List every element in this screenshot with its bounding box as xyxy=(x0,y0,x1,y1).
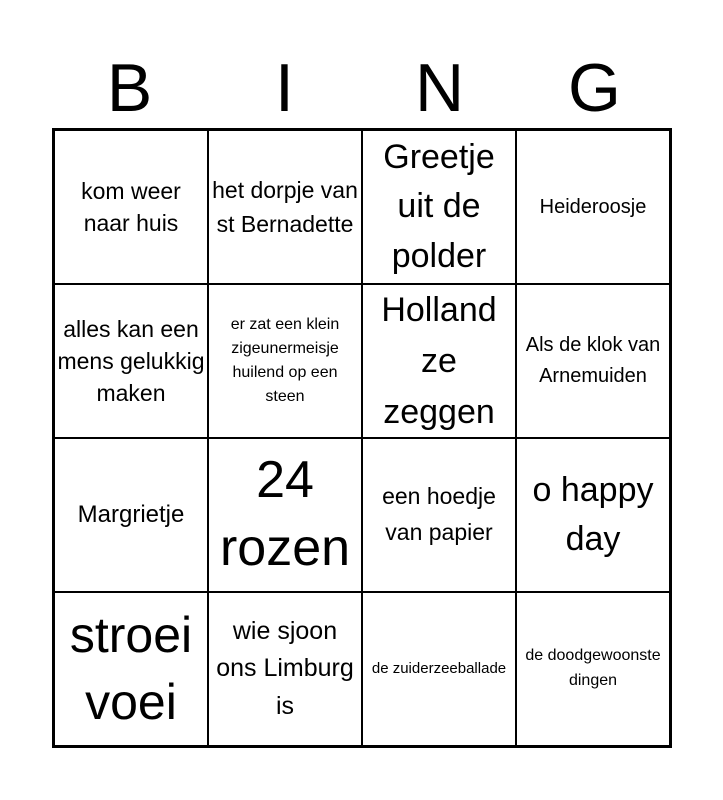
header-letter-i: I xyxy=(275,50,294,126)
bingo-cell[interactable] xyxy=(54,130,208,284)
cell-text: Heideroosje xyxy=(539,195,647,218)
bingo-cell[interactable] xyxy=(362,592,516,746)
bingo-cell[interactable] xyxy=(362,284,516,438)
cell-text: kom weer naar huis xyxy=(81,177,181,236)
header-letter-n: N xyxy=(414,50,465,126)
cell-text: alles kan een mens gelukkig maken xyxy=(57,315,205,407)
bingo-header xyxy=(52,48,672,128)
bingo-grid xyxy=(52,128,672,748)
bingo-cell[interactable] xyxy=(362,438,516,592)
bingo-cell[interactable] xyxy=(208,438,362,592)
cell-text: 24 rozen xyxy=(219,451,351,577)
header-letter-g: G xyxy=(568,50,621,126)
cell-text: het dorpje van st Bernadette xyxy=(212,176,358,237)
bingo-cell[interactable] xyxy=(516,438,670,592)
cell-text: o happy day xyxy=(532,470,654,558)
bingo-cell[interactable] xyxy=(54,438,208,592)
cell-text: wie sjoon ons Limburg is xyxy=(216,616,354,720)
cell-text: er zat een klein zigeunermeisje huilend op een steen xyxy=(230,316,340,405)
cell-text: stroei voei xyxy=(69,606,193,730)
bingo-cell[interactable] xyxy=(208,592,362,746)
bingo-cell[interactable] xyxy=(362,130,516,284)
bingo-cell[interactable] xyxy=(516,592,670,746)
bingo-cell[interactable] xyxy=(516,284,670,438)
bingo-cell[interactable] xyxy=(516,130,670,284)
cell-text: de zuiderzeeballade xyxy=(371,660,507,678)
cell-text: Margrietje xyxy=(77,501,185,529)
cell-text: een hoedje van papier xyxy=(382,483,496,545)
cell-text: Als de klok van Arnemuiden xyxy=(525,334,661,387)
bingo-cell[interactable] xyxy=(54,284,208,438)
bingo-cell[interactable] xyxy=(208,284,362,438)
cell-text: Holland ze zeggen xyxy=(381,290,497,431)
bingo-cell[interactable] xyxy=(208,130,362,284)
cell-text: de doodgewoonste dingen xyxy=(525,647,661,689)
bingo-cell[interactable] xyxy=(54,592,208,746)
header-letter-b: B xyxy=(106,50,153,126)
cell-text: Greetje uit de polder xyxy=(383,138,495,275)
